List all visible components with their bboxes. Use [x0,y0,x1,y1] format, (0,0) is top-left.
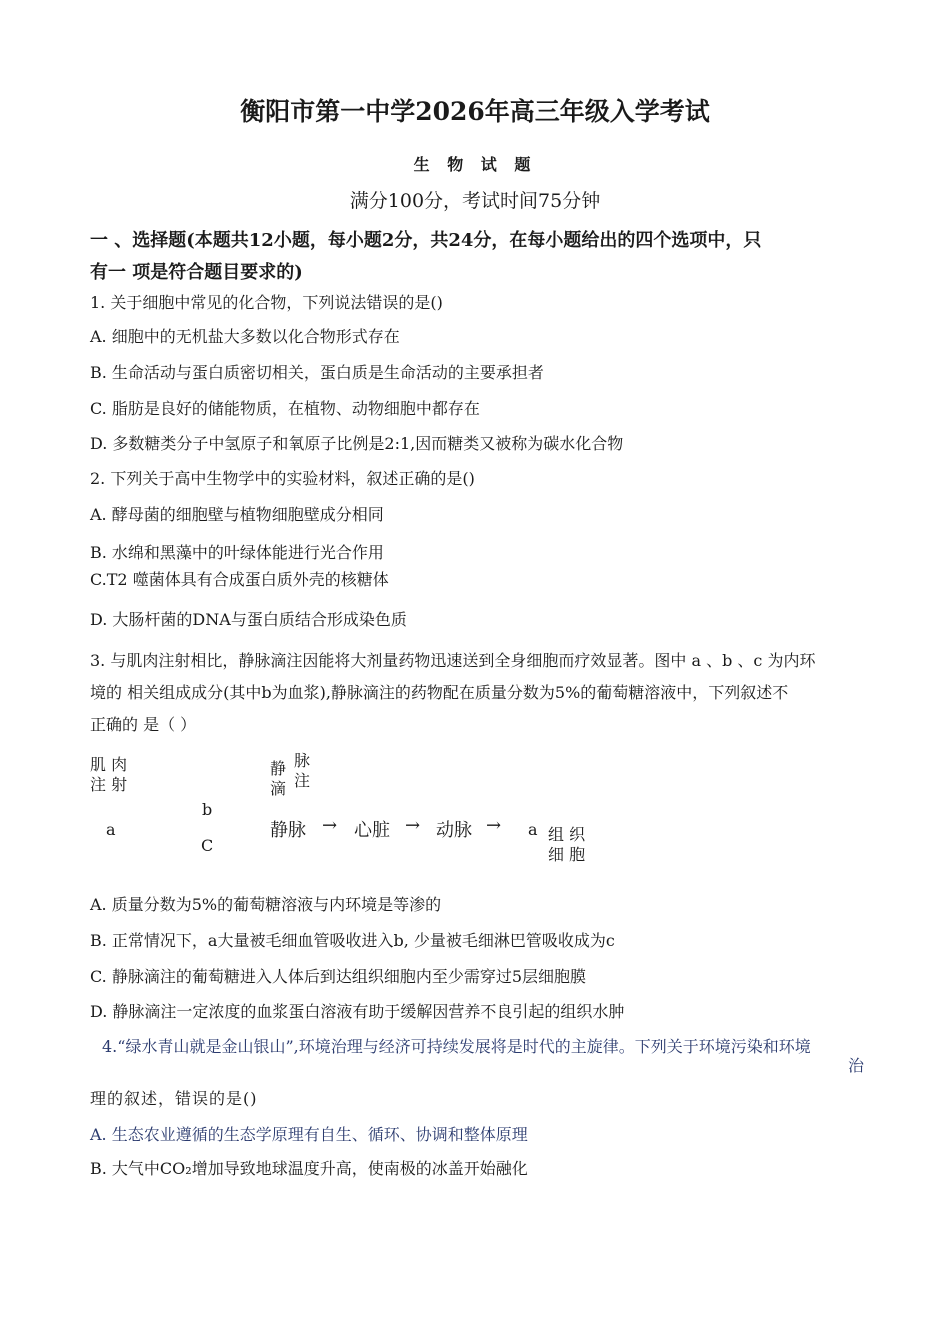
section-heading-line1: 一 、选择题(本题共12小题，每小题2分，共24分，在每小题给出的四个选项中，只 [90,230,762,251]
tissue-label-top: 组 织 [548,825,586,844]
flow-heart: 心脏 [354,820,390,841]
q1-option-a: A. 细胞中的无机盐大多数以化合物形式存在 [90,327,400,346]
iv-label-bottom-right: 注 [294,771,311,790]
iv-label-bottom-left: 滴 [270,779,287,798]
q3-stem-line2: 境的 相关组成成分(其中b为血浆),静脉滴注的药物配在质量分数为5%的葡萄糖溶液中，下列叙述不 [90,683,789,702]
q4-option-b: B. 大气中CO₂增加导致地球温度升高，使南极的冰盖开始融化 [90,1159,528,1178]
q3-option-b: B. 正常情况下，a大量被毛细血管吸收进入b, 少量被毛细淋巴管吸收成为c [90,931,615,950]
node-b: b [202,800,213,819]
q2-option-c: C.T2 噬菌体具有合成蛋白质外壳的核糖体 [90,570,389,589]
flow-arrow-3: → [486,815,502,836]
q2-option-d: D. 大肠杆菌的DNA与蛋白质结合形成染色质 [90,610,407,629]
score-time-line: 满分100分，考试时间75分钟 [349,190,601,212]
q3-option-c: C. 静脉滴注的葡萄糖进入人体后到达组织细胞内至少需穿过5层细胞膜 [90,967,587,986]
q3-option-a: A. 质量分数为5%的葡萄糖溶液与内环境是等渗的 [90,895,442,914]
im-label-top: 肌 肉 [90,755,128,774]
q2-stem: 2. 下列关于高中生物学中的实验材料，叙述正确的是() [90,469,475,488]
node-a-right: a [528,820,538,839]
q4-stem-line2: 理的叙述，错误的是() [90,1089,258,1108]
q4-stem-line1-tail: 治 [848,1056,865,1075]
q2-option-b: B. 水绵和黑藻中的叶绿体能进行光合作用 [90,543,384,562]
q1-option-d: D. 多数糖类分子中氢原子和氧原子比例是2:1,因而糖类又被称为碳水化合物 [90,434,624,453]
q2-option-a: A. 酵母菌的细胞壁与植物细胞壁成分相同 [90,505,384,524]
flow-arrow-1: → [322,815,338,836]
q4-stem-line1: 4.“绿水青山就是金山银山”,环境治理与经济可持续发展将是时代的主旋律。下列关于环境污染和环境 [102,1037,811,1056]
section-heading-line2: 有一 项是符合题目要求的) [90,262,303,283]
q1-option-c: C. 脂肪是良好的储能物质，在植物、动物细胞中都存在 [90,399,480,418]
flow-arrow-2: → [405,815,421,836]
q1-stem: 1. 关于细胞中常见的化合物，下列说法错误的是() [90,293,443,312]
flow-vein: 静脉 [270,820,306,841]
q1-option-b: B. 生命活动与蛋白质密切相关，蛋白质是生命活动的主要承担者 [90,363,544,382]
iv-label-top-right: 脉 [294,751,311,770]
im-label-bottom: 注 射 [90,775,128,794]
exam-title: 衡阳市第一中学2026年高三年级入学考试 [240,97,710,126]
q3-option-d: D. 静脉滴注一定浓度的血浆蛋白溶液有助于缓解因营养不良引起的组织水肿 [90,1002,625,1021]
tissue-label-bottom: 细 胞 [548,845,586,864]
iv-label-top-left: 静 [270,759,287,778]
flow-artery: 动脉 [436,820,472,841]
subject-heading: 生 物 试 题 [413,155,537,174]
q3-stem-line3: 正确的 是（ ） [90,715,197,734]
node-c: C [201,836,214,855]
node-a-left: a [106,820,116,839]
q4-option-a: A. 生态农业遵循的生态学原理有自生、循环、协调和整体原理 [90,1125,528,1144]
q3-stem-line1: 3. 与肌肉注射相比，静脉滴注因能将大剂量药物迅速送到全身细胞而疗效显著。图中 a 、b 、c 为内环 [90,651,816,670]
